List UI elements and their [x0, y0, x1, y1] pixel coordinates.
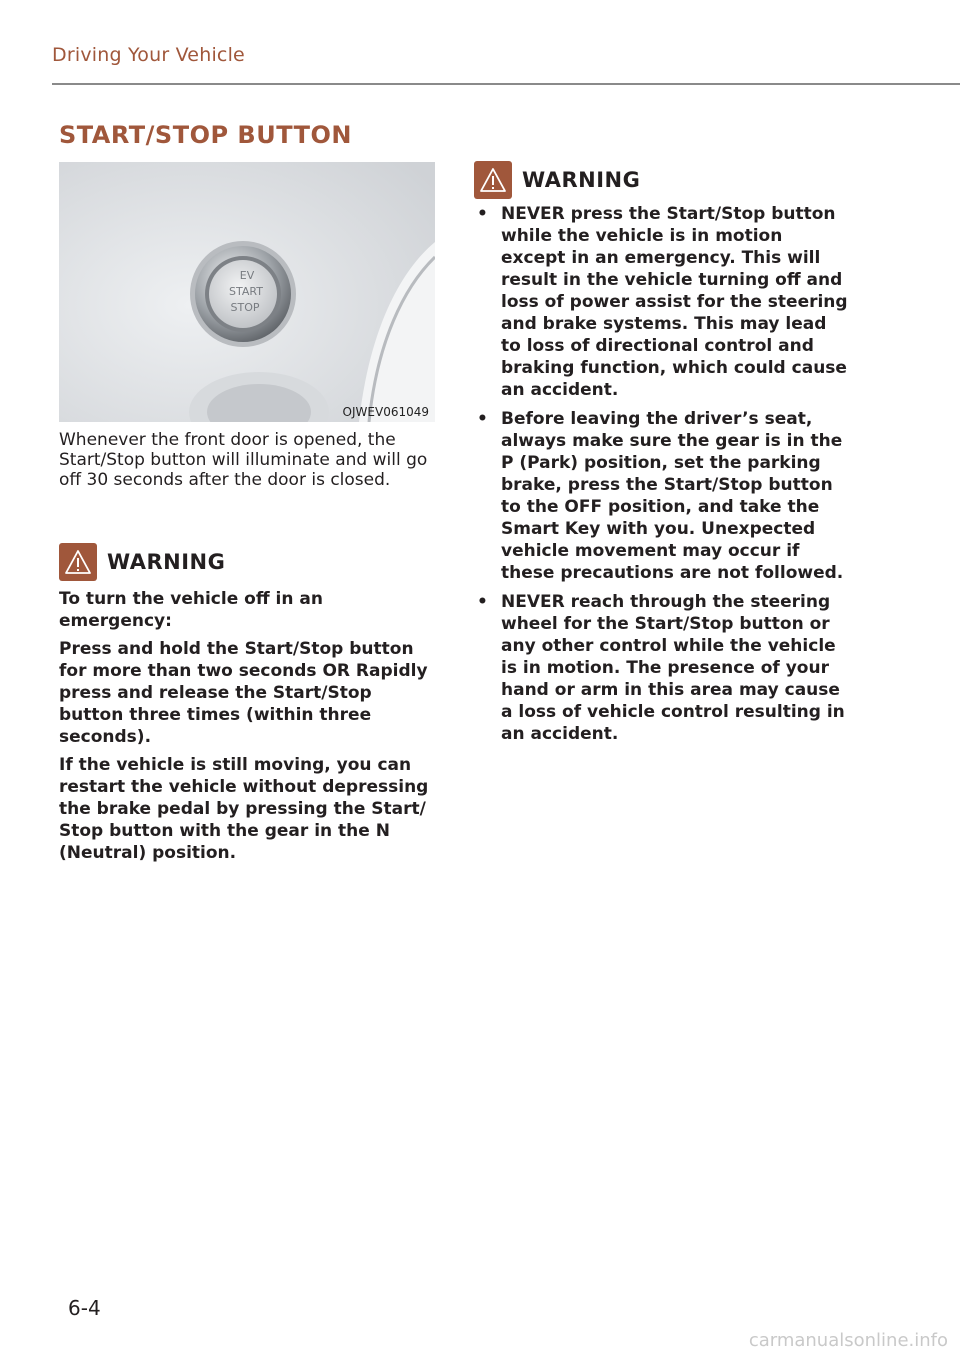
photo-button-line-start: START [229, 285, 263, 298]
warning-heading-left [59, 543, 225, 581]
list-item: • Before leaving the driver’s seat, always make sure the gear is in the P (Park) position, set the parking brake, press the Start/Stop button to the OFF position, and take the Smart Key with you. Unexpected vehicle movement may occur if these precautions are not followed. [477, 409, 844, 583]
page-number: 6-4 [68, 1296, 101, 1320]
warning-text-right [474, 203, 852, 752]
warning-triangle-icon [474, 161, 512, 199]
warning-text-left [59, 588, 437, 870]
warning-paragraph: Press and hold the Start/Stop button for more than two seconds OR Rapidly press and release the Start/Stop button three times (within three seconds). [59, 639, 428, 747]
photo-code: OJWEV061049 [342, 405, 429, 419]
warning-label: WARNING [107, 550, 226, 574]
photo-illustration [59, 162, 435, 422]
warning-heading-right [474, 161, 640, 199]
bullet-text: Before leaving the driver’s seat, always make sure the gear is in the P (Park) position, set the parking brake, press the Start/Stop button to the OFF position, and take the Smart Key with you. Unexpected vehicle movement may occur if these precautions are not followed. [501, 409, 844, 583]
warning-label: WARNING [522, 168, 641, 192]
list-item: • NEVER reach through the steering wheel for the Start/Stop button or any other control while the vehicle is in motion. The presence of your hand or arm in this area may cause a loss of vehicle control resulting in an accident. [477, 592, 845, 744]
watermark: carmanualsonline.info [748, 1330, 948, 1351]
bullet-text: NEVER press the Start/Stop button while the vehicle is in motion except in an emergency. This will result in the vehicle turning off and loss of power assist for the steering and brake systems. This may lead to loss of directional control and braking function, which could cause an accident. [501, 204, 848, 400]
warning-paragraph: To turn the vehicle off in an emergency: [59, 589, 323, 631]
header-divider [52, 83, 960, 85]
photo-button-line-ev: EV [239, 269, 255, 282]
list-item: • NEVER press the Start/Stop button while the vehicle is in motion except in an emergency. This will result in the vehicle turning off and loss of power assist for the steering and brake systems. This may lead to loss of directional control and braking function, which could cause an accident. [477, 204, 848, 400]
section-title: START/STOP BUTTON [59, 121, 352, 149]
warning-bullet-list [474, 203, 852, 745]
warning-paragraph: If the vehicle is still moving, you can restart the vehicle without depressing the brake pedal by pressing the Start/ Stop button with the gear in the N (Neutral) position. [59, 755, 429, 863]
warning-triangle-icon [59, 543, 97, 581]
start-stop-button-photo [59, 162, 435, 422]
header-title: Driving Your Vehicle [52, 44, 245, 66]
photo-button-line-stop: STOP [230, 301, 260, 314]
bullet-text: NEVER reach through the steering wheel for the Start/Stop button or any other control while the vehicle is in motion. The presence of your hand or arm in this area may cause a loss of vehicle control resulting in an accident. [501, 592, 845, 744]
body-paragraph: Whenever the front door is opened, the Start/Stop button will illuminate and will go off 30 seconds after the door is closed. [59, 430, 428, 490]
